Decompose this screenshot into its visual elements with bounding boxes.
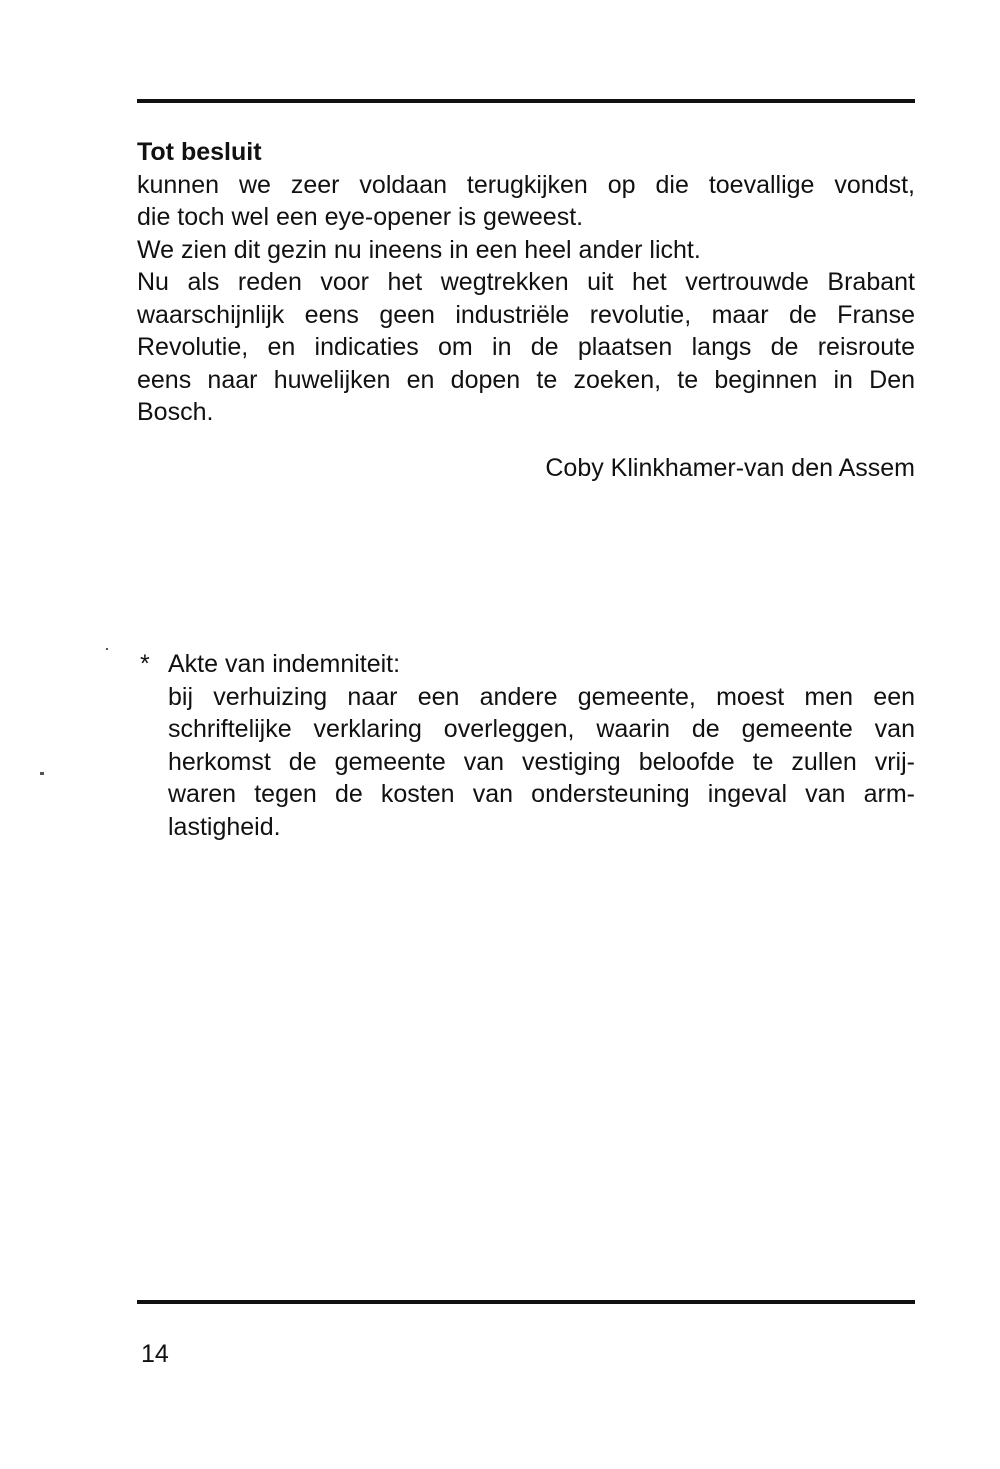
body-line: eens naar huwelijken en dopen te zoeken, te beginnen in Den (137, 365, 915, 394)
author-signature: Coby Klinkhamer-van den Assem (545, 454, 915, 482)
footnote-body (168, 648, 915, 843)
article-body (137, 136, 915, 429)
footnote-line: bij verhuizing naar een andere gemeente, moest men een (168, 682, 915, 711)
footnote-marker: * (140, 650, 150, 678)
body-line: Nu als reden voor het wegtrekken uit het vertrouwde Brabant (137, 268, 915, 296)
footnote-line: herkomst de gemeente van vestiging beloofde te zullen vrij- (168, 747, 915, 776)
top-rule (137, 99, 915, 103)
body-line: kunnen we zeer voldaan terugkijken op die toevallige vondst, (137, 170, 915, 199)
footnote-line: waren tegen de kosten van ondersteuning ingeval van arm- (168, 780, 915, 808)
page-number: 14 (141, 1340, 169, 1368)
body-line: die toch wel een eye-opener is geweest. (137, 203, 584, 231)
footnote (137, 648, 915, 843)
body-line: waarschijnlijk eens geen industriële revolutie, maar de Franse (137, 300, 915, 329)
footnote-line: schriftelijke verklaring overleggen, waarin de gemeente van (168, 715, 915, 743)
footnote-line: lastigheid. (168, 812, 281, 841)
body-line: Revolutie, en indicaties om in de plaatsen langs de reisroute (137, 333, 915, 361)
scan-speck (106, 648, 108, 650)
bottom-rule (137, 1300, 915, 1304)
body-line: Bosch. (137, 398, 214, 426)
scan-speck (40, 772, 44, 775)
footnote-term: Akte van indemniteit: (168, 650, 401, 678)
body-line: We zien dit gezin nu ineens in een heel ander licht. (137, 235, 701, 264)
section-heading: Tot besluit (137, 138, 262, 166)
